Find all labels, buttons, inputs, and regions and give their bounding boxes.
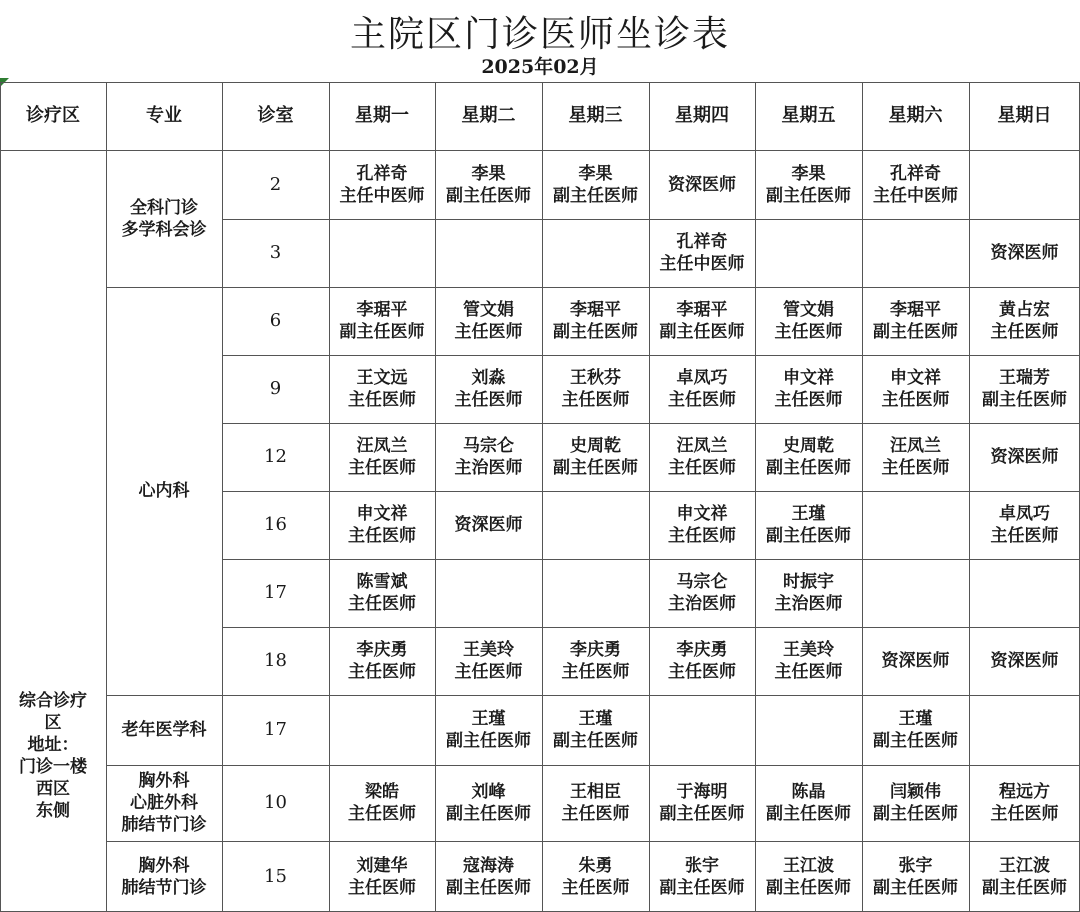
grid-line	[329, 82, 330, 912]
grid-line	[222, 355, 1080, 356]
grid-line	[0, 150, 1080, 151]
zone-line: 综合诊疗	[19, 691, 87, 711]
doctor-cell-line: 副主任医师	[766, 877, 851, 898]
doctor-cell-line: 刘建华	[356, 855, 408, 876]
doctor-cell-line: 副主任医师	[982, 877, 1067, 898]
doctor-cell	[329, 695, 435, 765]
doctor-cell-line: 副主任医师	[873, 877, 958, 898]
doctor-cell-line: 副主任医师	[766, 526, 851, 546]
doctor-cell-line: 主任中医师	[873, 185, 958, 206]
doctor-cell-line: 主治医师	[774, 594, 843, 614]
doctor-cell-line: 副主任医师	[339, 322, 425, 342]
doctor-cell-line: 李琚平	[570, 300, 621, 320]
doctor-cell	[329, 627, 435, 695]
page-title: 主院区门诊医师坐诊表	[349, 14, 730, 55]
doctor-cell-line: 梁皓	[365, 782, 399, 802]
doctor-cell	[329, 765, 435, 841]
grid-line	[106, 82, 107, 912]
doctor-cell-line: 汪凤兰	[676, 436, 728, 456]
doctor-cell-line: 资深医师	[454, 515, 523, 535]
specialty-cell	[106, 765, 222, 841]
doctor-cell	[542, 287, 649, 355]
doctor-cell-line: 李庆勇	[570, 640, 621, 660]
header-cell: 星期五	[781, 105, 836, 126]
doctor-cell-line: 主任医师	[454, 662, 523, 682]
grid-line	[755, 82, 756, 912]
room-cell: 3	[269, 242, 282, 263]
doctor-cell	[969, 491, 1080, 559]
doctor-cell-line: 主任医师	[561, 877, 630, 898]
doctor-cell-line: 主任医师	[774, 662, 843, 682]
grid-line	[222, 559, 1080, 560]
doctor-cell-line: 主任医师	[348, 804, 416, 824]
specialty-cell-line: 心脏外科	[130, 793, 198, 813]
zone-line: 东侧	[36, 801, 70, 821]
doctor-cell-line: 卓凤巧	[676, 368, 728, 388]
doctor-cell-line: 于海明	[676, 782, 728, 802]
doctor-cell-line: 王瑾	[791, 504, 826, 524]
zone-line: 区	[44, 713, 62, 733]
doctor-cell	[969, 841, 1080, 912]
doctor-cell-line: 马宗仑	[463, 436, 514, 456]
room-cell: 17	[264, 582, 287, 603]
specialty-cell	[106, 695, 222, 765]
doctor-cell-line: 副主任医师	[766, 185, 851, 206]
zone-line: 门诊一楼	[19, 757, 87, 777]
doctor-cell-line: 副主任医师	[553, 185, 638, 206]
schedule-table	[0, 82, 1080, 912]
doctor-cell	[649, 559, 755, 627]
doctor-cell-line: 副主任医师	[766, 804, 851, 824]
doctor-cell	[862, 287, 969, 355]
doctor-cell	[755, 841, 862, 912]
specialty-cell-line: 胸外科	[138, 855, 190, 876]
doctor-cell	[435, 150, 542, 219]
room-cell: 17	[264, 719, 287, 740]
grid-line	[0, 82, 1, 912]
doctor-cell-line: 李琚平	[676, 300, 728, 320]
doctor-cell	[649, 695, 755, 765]
doctor-cell-line: 副主任医师	[553, 322, 638, 342]
zone-line: 地址：	[27, 735, 79, 755]
grid-line	[222, 423, 1080, 424]
doctor-cell	[969, 219, 1080, 287]
doctor-cell	[649, 287, 755, 355]
doctor-cell-line: 管文娟	[463, 300, 514, 320]
doctor-cell-line: 副主任医师	[553, 458, 638, 478]
doctor-cell	[542, 765, 649, 841]
room-cell: 16	[264, 514, 287, 535]
doctor-cell	[542, 355, 649, 423]
doctor-cell-line: 闫颖伟	[890, 782, 941, 802]
header-cell: 星期四	[675, 105, 729, 126]
page-subtitle: 2025年02月	[481, 56, 599, 78]
doctor-cell-line: 副主任医师	[982, 390, 1067, 410]
doctor-cell-line: 孔祥奇	[356, 163, 408, 184]
doctor-cell-line: 主任医师	[561, 390, 630, 410]
doctor-cell-line: 主任医师	[668, 458, 736, 478]
doctor-cell	[862, 695, 969, 765]
doctor-cell-line: 副主任医师	[873, 731, 958, 751]
doctor-cell	[969, 150, 1080, 219]
doctor-cell	[649, 423, 755, 491]
header-cell: 专业	[146, 105, 182, 126]
doctor-cell	[329, 491, 435, 559]
doctor-cell	[329, 150, 435, 219]
doctor-cell-line: 主任医师	[990, 322, 1059, 342]
doctor-cell	[329, 355, 435, 423]
room-cell: 12	[264, 446, 287, 467]
doctor-cell-line: 主任中医师	[339, 185, 425, 206]
doctor-cell-line: 史周乾	[570, 436, 621, 456]
doctor-cell	[755, 559, 862, 627]
doctor-cell-line: 汪凤兰	[356, 436, 408, 456]
grid-line	[862, 82, 863, 912]
doctor-cell	[755, 765, 862, 841]
grid-line	[106, 695, 1080, 696]
doctor-cell	[435, 695, 542, 765]
doctor-cell-line: 主治医师	[454, 458, 523, 478]
doctor-cell	[435, 559, 542, 627]
doctor-cell	[862, 559, 969, 627]
doctor-cell	[435, 423, 542, 491]
doctor-cell-line: 申文祥	[676, 504, 728, 524]
doctor-cell-line: 主任医师	[348, 390, 416, 410]
doctor-cell	[435, 765, 542, 841]
doctor-cell	[329, 287, 435, 355]
zone-cell	[0, 690, 106, 912]
doctor-cell-line: 资深医师	[990, 447, 1059, 467]
doctor-cell-line: 资深医师	[990, 651, 1059, 671]
doctor-cell	[862, 627, 969, 695]
doctor-cell-line: 李庆勇	[676, 640, 728, 660]
doctor-cell-line: 主任医师	[561, 804, 630, 824]
doctor-cell	[969, 423, 1080, 491]
doctor-cell-line: 申文祥	[890, 368, 941, 388]
room-cell: 10	[264, 792, 287, 813]
doctor-cell-line: 程远方	[999, 782, 1050, 802]
specialty-cell-line: 胸外科	[138, 771, 190, 791]
doctor-cell	[329, 423, 435, 491]
doctor-cell	[435, 287, 542, 355]
doctor-cell-line: 副主任医师	[446, 877, 531, 898]
header-cell: 星期六	[888, 105, 943, 126]
doctor-cell-line: 主任医师	[348, 662, 416, 682]
doctor-cell-line: 副主任医师	[446, 804, 531, 824]
grid-line	[222, 491, 1080, 492]
doctor-cell-line: 副主任医师	[553, 731, 638, 751]
doctor-cell	[649, 841, 755, 912]
doctor-cell-line: 马宗仑	[676, 572, 728, 592]
doctor-cell-line: 李果	[578, 163, 613, 184]
doctor-cell	[329, 559, 435, 627]
grid-line	[542, 82, 543, 912]
doctor-cell-line: 孔祥奇	[890, 163, 941, 184]
doctor-cell-line: 主任医师	[348, 526, 416, 546]
doctor-cell-line: 主任医师	[881, 458, 950, 478]
doctor-cell-line: 资深医师	[990, 243, 1059, 263]
doctor-cell-line: 王瑾	[471, 709, 506, 729]
doctor-cell-line: 李果	[471, 163, 506, 184]
room-cell: 15	[264, 865, 287, 887]
doctor-cell	[969, 765, 1080, 841]
specialty-cell	[106, 287, 222, 695]
doctor-cell-line: 刘淼	[471, 368, 506, 388]
doctor-cell-line: 王秋芬	[570, 368, 621, 388]
room-cell: 6	[269, 310, 282, 331]
doctor-cell	[862, 355, 969, 423]
doctor-cell	[755, 355, 862, 423]
doctor-cell	[542, 627, 649, 695]
doctor-cell	[542, 559, 649, 627]
doctor-cell-line: 孔祥奇	[676, 232, 728, 252]
doctor-cell-line: 主任医师	[454, 390, 523, 410]
doctor-cell-line: 王江波	[783, 855, 834, 876]
doctor-cell	[649, 765, 755, 841]
specialty-cell-line: 多学科会诊	[121, 219, 207, 240]
doctor-cell	[435, 355, 542, 423]
specialty-cell-line: 肺结节门诊	[121, 877, 207, 898]
doctor-cell	[755, 150, 862, 219]
doctor-cell-line: 申文祥	[356, 504, 408, 524]
specialty-cell-line: 心内科	[138, 481, 190, 501]
doctor-cell	[755, 695, 862, 765]
doctor-cell-line: 陈晶	[791, 782, 826, 802]
header-cell: 星期二	[461, 105, 516, 126]
doctor-cell-line: 王文远	[356, 368, 408, 388]
grid-line	[106, 287, 1080, 288]
doctor-cell	[969, 627, 1080, 695]
doctor-cell-line: 主任中医师	[659, 254, 745, 274]
specialty-cell	[106, 841, 222, 912]
header-cell: 星期三	[568, 105, 623, 126]
doctor-cell-line: 汪凤兰	[890, 436, 941, 456]
doctor-cell	[649, 491, 755, 559]
doctor-cell	[542, 841, 649, 912]
doctor-cell	[755, 423, 862, 491]
grid-line	[106, 841, 1080, 842]
doctor-cell-line: 时振宇	[783, 572, 834, 592]
doctor-cell-line: 主任医师	[348, 458, 416, 478]
doctor-cell-line: 王相臣	[570, 782, 621, 802]
doctor-cell-line: 刘峰	[471, 782, 506, 802]
doctor-cell	[755, 287, 862, 355]
doctor-cell-line: 寇海涛	[463, 855, 514, 876]
doctor-cell-line: 王美玲	[783, 640, 834, 660]
doctor-cell	[862, 491, 969, 559]
grid-line	[222, 82, 223, 912]
header-cell: 诊疗区	[26, 105, 80, 126]
doctor-cell	[435, 491, 542, 559]
doctor-cell	[649, 219, 755, 287]
doctor-cell-line: 主任医师	[561, 662, 630, 682]
doctor-cell-line: 主任医师	[774, 390, 843, 410]
doctor-cell-line: 副主任医师	[766, 458, 851, 478]
specialty-cell-line: 肺结节门诊	[121, 815, 207, 835]
specialty-cell	[106, 150, 222, 287]
doctor-cell	[542, 695, 649, 765]
doctor-cell-line: 主任医师	[668, 662, 736, 682]
doctor-cell	[862, 150, 969, 219]
doctor-cell-line: 李琚平	[890, 300, 941, 320]
doctor-cell-line: 卓凤巧	[999, 504, 1050, 524]
doctor-cell	[435, 841, 542, 912]
grid-line	[222, 627, 1080, 628]
doctor-cell-line: 副主任医师	[659, 877, 745, 898]
doctor-cell-line: 主任医师	[348, 877, 416, 898]
grid-line	[435, 82, 436, 912]
specialty-cell-line: 全科门诊	[130, 197, 198, 218]
doctor-cell-line: 副主任医师	[659, 804, 745, 824]
doctor-cell-line: 副主任医师	[446, 731, 531, 751]
doctor-cell	[542, 491, 649, 559]
doctor-cell-line: 王瑾	[578, 709, 613, 729]
doctor-cell	[862, 423, 969, 491]
doctor-cell	[542, 219, 649, 287]
doctor-cell-line: 申文祥	[783, 368, 834, 388]
doctor-cell-line: 王瑾	[898, 709, 933, 729]
header-cell: 星期日	[997, 105, 1052, 126]
doctor-cell	[755, 627, 862, 695]
doctor-cell-line: 王瑞芳	[999, 368, 1050, 388]
doctor-cell	[862, 841, 969, 912]
doctor-cell	[435, 219, 542, 287]
doctor-cell	[649, 627, 755, 695]
doctor-cell-line: 副主任医师	[659, 322, 745, 342]
doctor-cell-line: 王江波	[999, 855, 1050, 876]
doctor-cell	[969, 559, 1080, 627]
doctor-cell	[649, 355, 755, 423]
room-cell: 9	[269, 378, 282, 399]
doctor-cell-line: 副主任医师	[873, 804, 958, 824]
room-cell: 2	[269, 173, 282, 195]
doctor-cell-line: 陈雪斌	[356, 572, 408, 592]
doctor-cell-line: 李琚平	[356, 300, 408, 320]
doctor-cell-line: 主任医师	[774, 322, 843, 342]
doctor-cell	[969, 287, 1080, 355]
grid-line	[222, 219, 1080, 220]
doctor-cell	[435, 627, 542, 695]
room-cell: 18	[264, 650, 287, 671]
doctor-cell	[755, 491, 862, 559]
doctor-cell-line: 主任医师	[881, 390, 950, 410]
doctor-cell-line: 管文娟	[783, 300, 834, 320]
doctor-cell-line: 李果	[791, 163, 826, 184]
doctor-cell-line: 主任医师	[348, 594, 416, 614]
doctor-cell	[542, 423, 649, 491]
doctor-cell	[969, 355, 1080, 423]
doctor-cell	[862, 219, 969, 287]
doctor-cell-line: 主任医师	[454, 322, 523, 342]
doctor-cell-line: 副主任医师	[446, 185, 531, 206]
doctor-cell	[329, 219, 435, 287]
doctor-cell	[649, 150, 755, 219]
doctor-cell-line: 主任医师	[990, 526, 1059, 546]
doctor-cell-line: 史周乾	[783, 436, 834, 456]
header-cell: 星期一	[355, 105, 409, 126]
doctor-cell-line: 资深医师	[881, 651, 950, 671]
doctor-cell-line: 黄占宏	[999, 300, 1050, 320]
specialty-cell-line: 老年医学科	[121, 720, 207, 740]
doctor-cell-line: 主任医师	[668, 526, 736, 546]
grid-line	[0, 82, 1080, 83]
doctor-cell	[542, 150, 649, 219]
doctor-cell-line: 王美玲	[463, 640, 514, 660]
doctor-cell-line: 副主任医师	[873, 322, 958, 342]
header-cell: 诊室	[257, 105, 294, 126]
doctor-cell	[329, 841, 435, 912]
doctor-cell-line: 主任医师	[990, 804, 1059, 824]
grid-line	[106, 765, 1080, 766]
grid-line	[649, 82, 650, 912]
doctor-cell-line: 张宇	[685, 855, 719, 876]
doctor-cell-line: 朱勇	[578, 855, 613, 876]
doctor-cell-line: 张宇	[898, 855, 933, 876]
grid-line	[969, 82, 970, 912]
zone-line: 西区	[36, 779, 70, 799]
doctor-cell-line: 李庆勇	[356, 640, 408, 660]
doctor-cell-line: 资深医师	[668, 174, 736, 195]
doctor-cell-line: 主任医师	[668, 390, 736, 410]
doctor-cell	[755, 219, 862, 287]
doctor-cell	[969, 695, 1080, 765]
doctor-cell	[862, 765, 969, 841]
doctor-cell-line: 主治医师	[668, 594, 736, 614]
